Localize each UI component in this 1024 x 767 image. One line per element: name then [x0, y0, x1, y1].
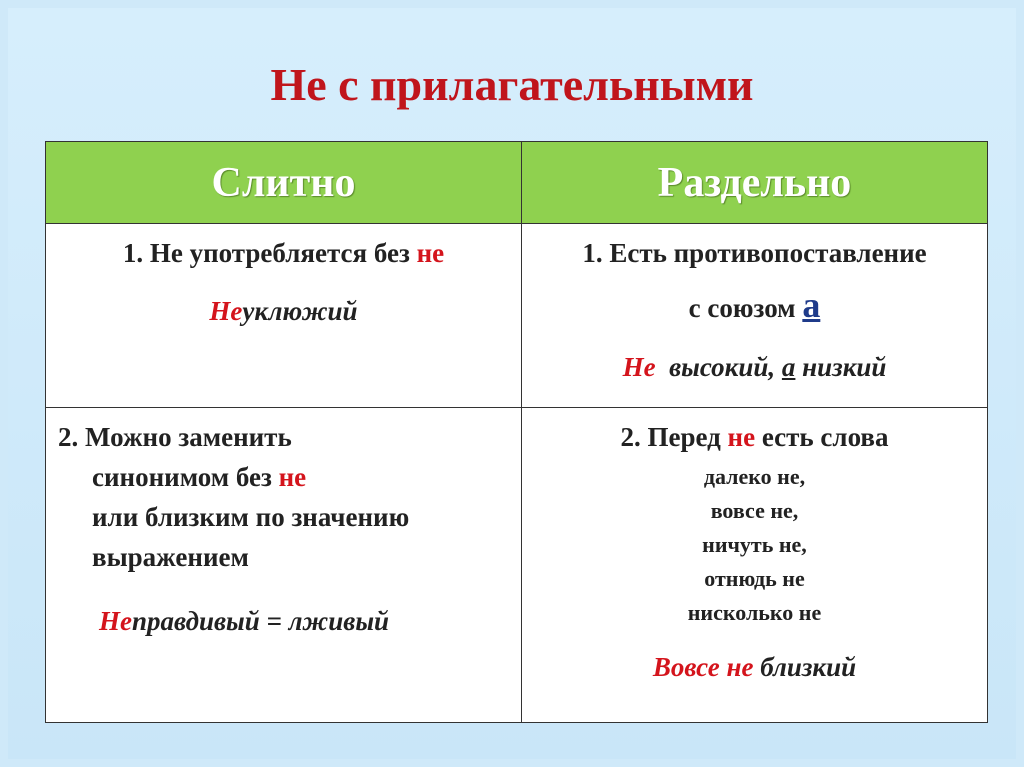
word-item: далеко не, [703, 464, 806, 489]
example-1-separate: Не высокий, а низкий [622, 352, 887, 382]
cell-row1-left [46, 224, 521, 407]
rule-2-separate: 2. Перед не есть слова [620, 422, 889, 452]
example-2-together: Неправдивый = лживый [99, 606, 390, 636]
rule-1-separate-line2: с союзом а [688, 285, 821, 325]
word-item: нисколько не [687, 600, 822, 625]
word-item: отнюдь не [704, 566, 805, 591]
word-item: ничуть не, [702, 532, 807, 557]
example-1-together: Неуклюжий [209, 296, 358, 326]
word-item: вовсе не, [710, 498, 799, 523]
column-header-together: Слитно [46, 142, 521, 223]
rule-2-together-line3: или близким по значению [92, 502, 410, 532]
rules-table [45, 141, 988, 723]
rule-1-separate-line1: 1. Есть противопоставление [582, 238, 927, 268]
page-title: Не с прилагательными [270, 59, 754, 110]
cell-row2-left [46, 408, 521, 722]
rule-2-together-line1: 2. Можно заменить [58, 422, 292, 452]
rule-1-together: 1. Не употребляется без не [122, 238, 445, 268]
column-header-separate: Раздельно [522, 142, 987, 223]
cell-row1-right [522, 224, 987, 407]
rule-2-together-line4: выражением [92, 542, 249, 572]
example-2-separate: Вовсе не близкий [652, 652, 857, 682]
rule-2-together-line2: синонимом без не [92, 462, 307, 492]
cell-row2-right [522, 408, 987, 722]
